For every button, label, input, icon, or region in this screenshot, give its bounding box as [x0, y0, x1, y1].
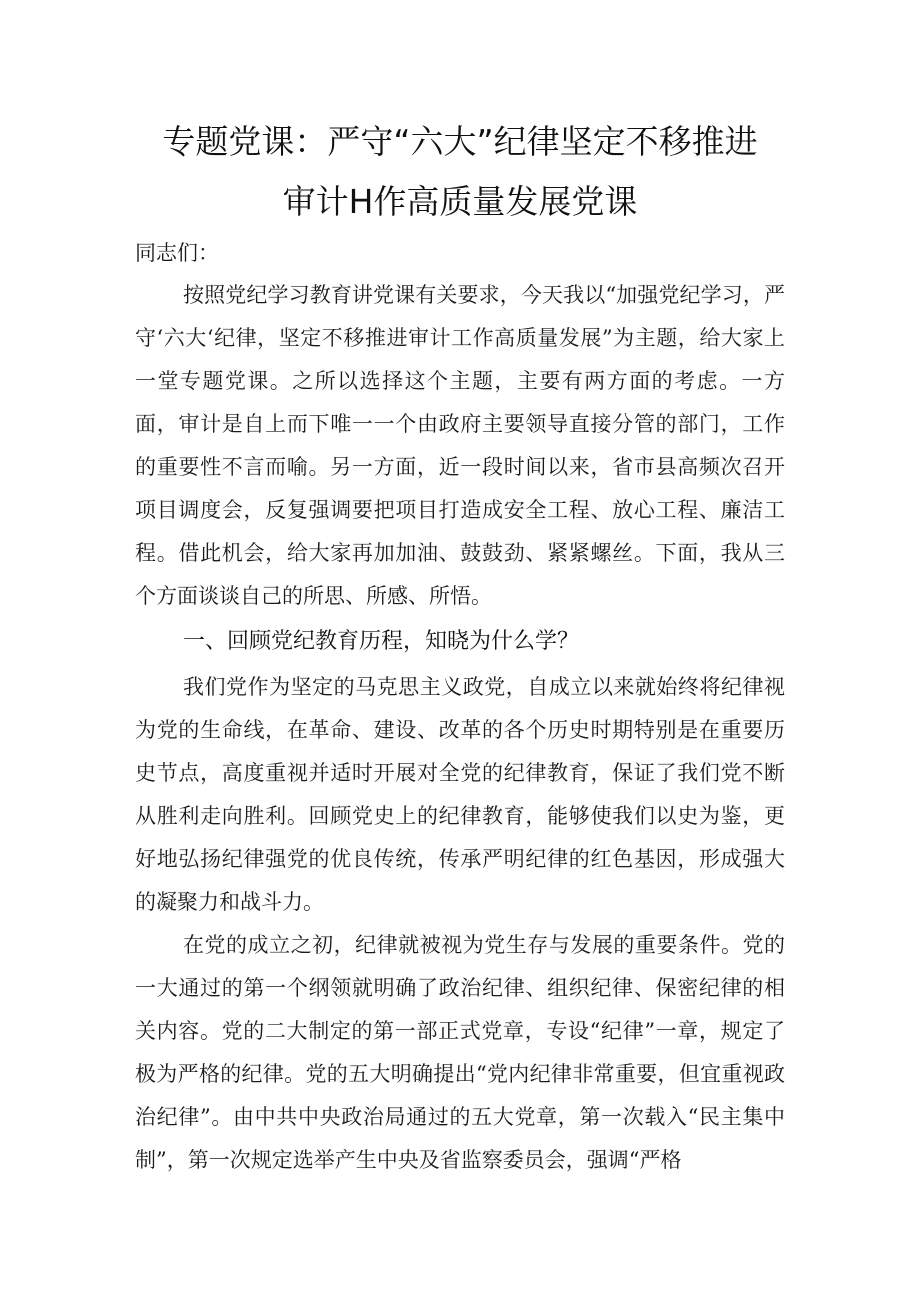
- title-line-1: 专题党课：严守“六大”纪律坚定不移推进: [162, 122, 758, 161]
- greeting: 同志们：: [135, 241, 219, 265]
- document-body: [135, 232, 785, 1182]
- title-line-2: 审计H作高质量发展党课: [282, 182, 638, 221]
- paragraph-intro: 按照党纪学习教育讲党课有关要求，今天我以“加强党纪学习，严守‘六大‘纪律，坚定不移推进审计工作高质量发展”为主题，给大家上一堂专题党课。之所以选择这个主题，主要有两方面的考虑。一方面，审计是自上而下唯一一个由政府主要领导直接分管的部门，工作的重要性不言而喻。另一方面，近一段时间以来，省市县高频次召开项目调度会，反复强调要把项目打造成安全工程、放心工程、廉洁工程。借此机会，给大家再加加油、鼓鼓劲、紧紧螺丝。下面，我从三个方面谈谈自己的所思、所感、所悟。: [135, 283, 785, 608]
- paragraph-party-discipline: 我们党作为坚定的马克思主义政党，自成立以来就始终将纪律视为党的生命线，在革命、建设、改革的各个历史时期特别是在重要历史节点，高度重视并适时开展对全党的纪律教育，保证了我们党不断从胜利走向胜利。回顾党史上的纪律教育，能够使我们以史为鉴，更好地弘扬纪律强党的优良传统，传承严明纪律的红色基因，形成强大的凝聚力和战斗力。: [135, 675, 785, 914]
- document-title: [0, 112, 920, 232]
- section-heading-1: 一、回顾党纪教育历程，知晓为什么学？: [183, 629, 580, 654]
- paragraph-party-history: 在党的成立之初，纪律就被视为党生存与发展的重要条件。党的一大通过的第一个纲领就明确了政治纪律、组织纪律、保密纪律的相关内容。党的二大制定的第一部正式党章，专设“纪律”一章，规定了极为严格的纪律。党的五大明确提出“党内纪律非常重要，但宜重视政治纪律”。由中共中央政治局通过的五大党章，第一次载入“民主集中制”，第一次规定选举产生中央及省监察委员会，强调“严格: [135, 933, 785, 1172]
